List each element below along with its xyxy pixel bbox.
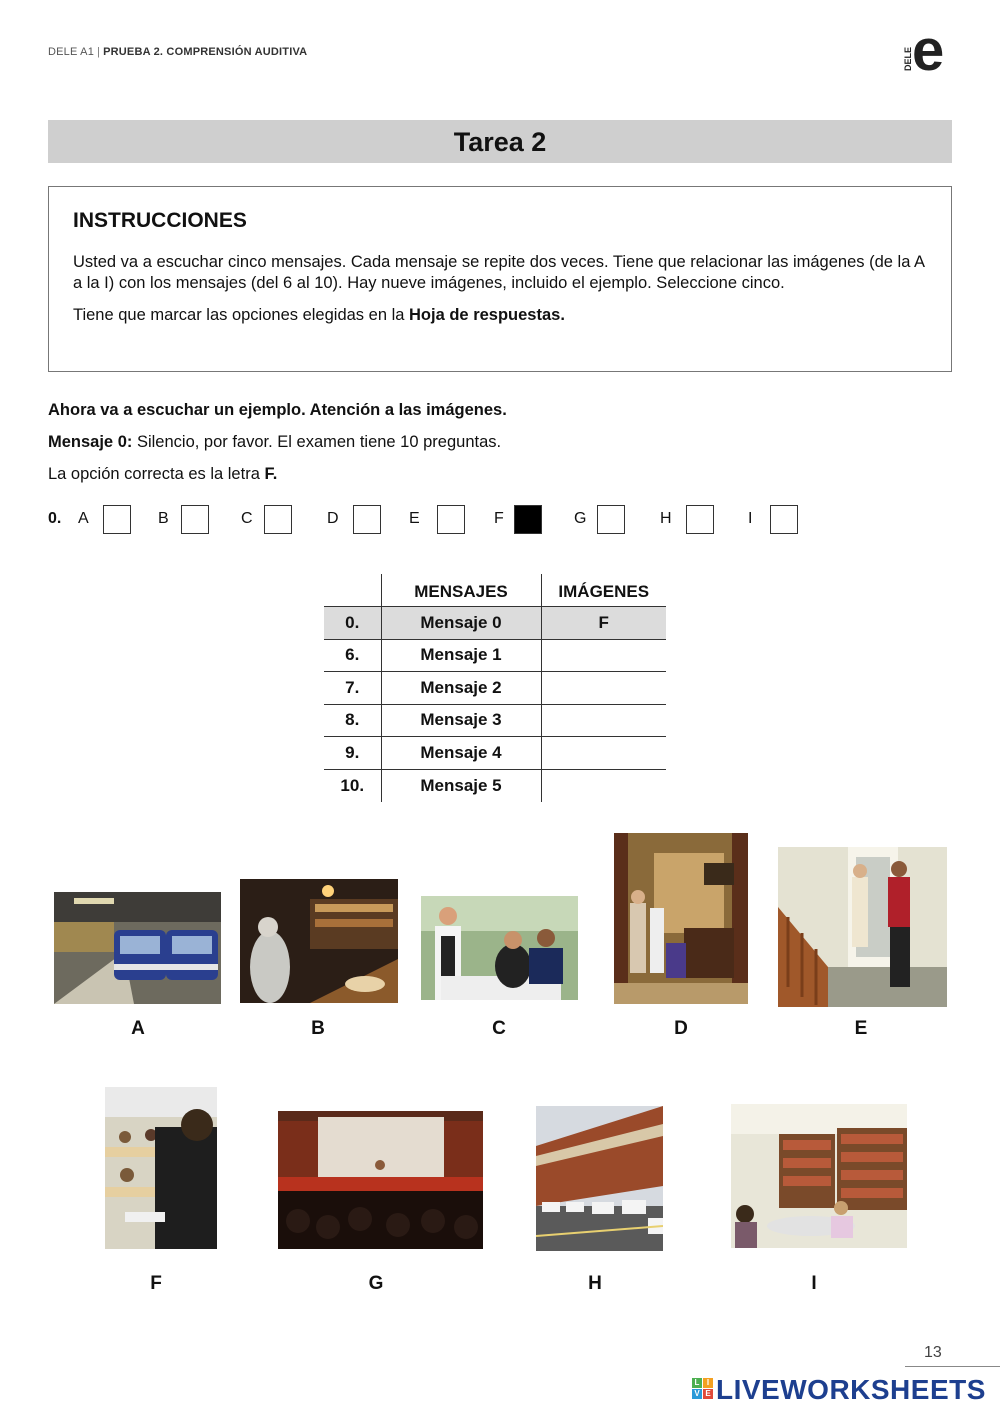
page-number: 13 [924,1344,942,1361]
option-box-h[interactable] [686,505,714,534]
option-box-a[interactable] [103,505,131,534]
photo-i-library [731,1104,907,1248]
instructions-p2-text: Tiene que marcar las opciones elegidas en la [73,306,410,324]
example-correct [48,465,277,484]
table-header-row [324,574,666,607]
option-letter-e: E [409,510,420,527]
option-letter-g: G [574,510,587,527]
table-header-messages: MENSAJES [381,574,541,607]
photo-f-classroom [105,1087,217,1249]
photo-b-bar [240,879,398,1003]
instructions-box [48,186,952,372]
photo-d-hotel [614,833,748,1004]
answer-table [324,574,666,802]
photo-a-metro [54,892,221,1004]
row-image-answer[interactable] [541,672,666,705]
image-label-c: C [492,1018,506,1039]
exam-header [48,46,307,58]
photo-c-restaurant [421,896,578,1000]
example-message [48,433,501,452]
option-box-b[interactable] [181,505,209,534]
row-number: 8. [324,704,381,737]
table-header-num [324,574,381,607]
photo-g-theater [278,1111,483,1249]
option-box-d[interactable] [353,505,381,534]
lw-icon-l: L [692,1378,702,1388]
image-label-i: I [811,1273,817,1294]
row-message: Mensaje 0 [381,607,541,640]
option-letter-b: B [158,510,169,527]
image-label-e: E [854,1018,868,1039]
footer-divider [905,1366,1000,1367]
dele-logo-letter: e [912,18,945,83]
table-row [324,769,666,802]
example-message-text: Silencio, por favor. El examen tiene 10 preguntas. [132,433,502,451]
example-correct-letter: F. [264,465,278,483]
row-image-answer: F [541,607,666,640]
dele-logo-text: DELE [903,46,913,72]
table-row [324,607,666,640]
table-row [324,704,666,737]
row-image-answer[interactable] [541,769,666,802]
option-row-number: 0. [48,510,62,527]
option-letter-c: C [241,510,253,527]
row-number: 7. [324,672,381,705]
row-number: 6. [324,639,381,672]
example-message-label: Mensaje 0: [48,433,133,451]
option-box-e[interactable] [437,505,465,534]
example-title: Ahora va a escuchar un ejemplo. Atención a las imágenes. [48,401,507,419]
row-image-answer[interactable] [541,704,666,737]
option-box-f[interactable] [514,505,542,534]
row-message: Mensaje 4 [381,737,541,770]
lw-icon-e: E [703,1389,713,1399]
liveworksheets-icon [692,1378,714,1400]
header-separator: | [97,46,101,58]
option-box-i[interactable] [770,505,798,534]
row-number: 0. [324,607,381,640]
table-row [324,737,666,770]
answer-sheet-ref: Hoja de respuestas. [409,306,565,324]
liveworksheets-wordmark: LIVEWORKSHEETS [716,1374,986,1405]
option-box-c[interactable] [264,505,292,534]
image-label-f: F [150,1273,162,1294]
option-box-g[interactable] [597,505,625,534]
lw-icon-v: V [692,1389,702,1399]
instructions-paragraph-1: Usted va a escuchar cinco mensajes. Cada mensaje se repite dos veces. Tiene que relacionar las imágenes (de la A a la I) con los mensajes (del 6 al 10). Hay nueve imágenes, incluido el ejemplo. Seleccione cinco. [73,253,925,292]
task-title: Tarea 2 [48,120,952,163]
option-letter-a: A [78,510,89,527]
dele-logo [902,18,956,84]
exam-section: PRUEBA 2. COMPRENSIÓN AUDITIVA [103,46,308,58]
image-label-b: B [311,1018,325,1039]
row-number: 10. [324,769,381,802]
image-label-d: D [674,1018,688,1039]
row-image-answer[interactable] [541,639,666,672]
exam-level: DELE A1 [48,46,95,58]
image-label-g: G [368,1273,384,1294]
row-message: Mensaje 3 [381,704,541,737]
table-header-images: IMÁGENES [558,582,650,601]
instructions-paragraph-2 [73,305,927,326]
lw-icon-i: I [703,1378,713,1388]
row-number: 9. [324,737,381,770]
row-message: Mensaje 1 [381,639,541,672]
option-letter-f: F [494,510,504,527]
example-correct-text: La opción correcta es la letra [48,465,265,483]
image-label-a: A [131,1018,145,1039]
photo-e-house [778,847,947,1007]
table-row [324,639,666,672]
row-message: Mensaje 2 [381,672,541,705]
table-row [324,672,666,705]
image-label-h: H [588,1273,602,1294]
option-letter-h: H [660,510,672,527]
option-letter-d: D [327,510,339,527]
row-image-answer[interactable] [541,737,666,770]
photo-h-taxis [536,1106,663,1251]
row-message: Mensaje 5 [381,769,541,802]
option-letter-i: I [748,510,753,527]
instructions-heading: INSTRUCCIONES [73,209,247,232]
